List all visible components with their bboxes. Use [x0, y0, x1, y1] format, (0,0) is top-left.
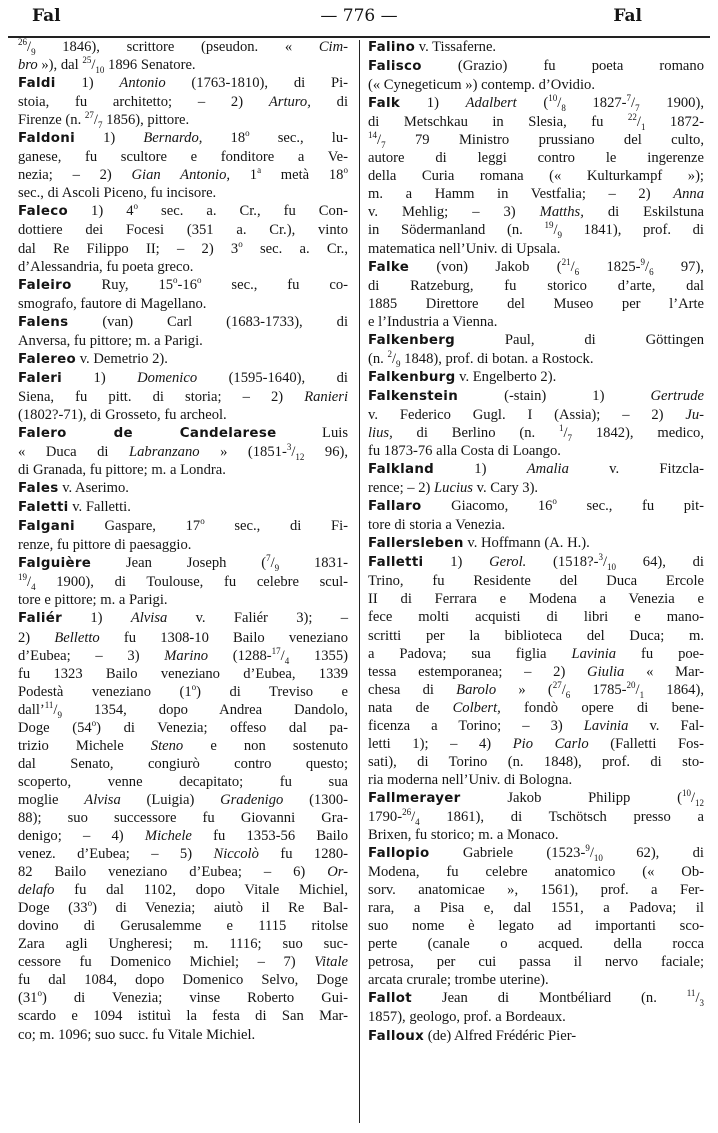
entry-line: rara, a Pisa e, dal 1551, a Padova; il [368, 900, 704, 917]
entry-line: Fales v. Aserimo. [18, 480, 129, 497]
entry-line: Faleri 1) Domenico (1595-1640), di [18, 369, 348, 386]
entry-headword: Fallot [368, 991, 412, 1007]
entry-line: Falkenburg v. Engelberto 2). [368, 368, 557, 385]
dictionary-entry [368, 844, 704, 989]
entry-line: di Metschkau in Slesia, fu $^{22}/_1$ 1872- [368, 112, 704, 133]
entry-headword: Fallaro [368, 499, 422, 515]
dictionary-entry [368, 789, 704, 844]
entry-headword: Faletti [18, 500, 69, 516]
entry-line: autore di leggi contro le ingerenze [368, 150, 704, 167]
entry-line: sorv. anatomicae », 1561), prof. a Fer- [368, 882, 704, 899]
entry-headword: Fales [18, 481, 59, 497]
entry-line: d’Eubea; – 3) Marino ($1288-^{17}/_4$ 1355) [18, 645, 348, 666]
entry-line: (« Cynegeticum ») contemp. d’Ovidio. [368, 77, 595, 94]
entry-line: in Södermanland (n. $^{19}/_9$ 1841), prof. di [368, 220, 704, 241]
entry-line: Anversa, fu pittore; m. a Parigi. [18, 332, 203, 349]
entry-line: Fallaro Giacomo, 16$^o$ sec., fu pit- [368, 496, 704, 515]
entry-headword: Falgani [18, 519, 75, 535]
entry-line: di Ratzeburg, fu storico d’arte, dal [368, 277, 704, 294]
entry-line: $^{19}/_4$ 1900), di Toulouse, fu celebre scul- [18, 572, 348, 593]
entry-line: renze, fu pittore di paesaggio. [18, 537, 192, 554]
entry-line: rence; – 2) Lucius v. Cary 3). [368, 480, 539, 497]
dictionary-entry [368, 57, 704, 94]
entry-line: ficenza a Torino; – 3) Lavinia v. Fal- [368, 717, 704, 734]
entry-line: 88); suo successore fu Giovanni Gra- [18, 809, 348, 826]
entry-line: letti 1); – 4) Pio Carlo (Falletti Fos- [368, 735, 704, 752]
entry-line: scardo e 1094 istituì la festa di San Mar- [18, 1008, 348, 1025]
entry-line: Falkenstein (-stain) 1) Gertrude [368, 387, 704, 404]
entry-line: scoperto, venne decapitato; fu sua [18, 773, 348, 790]
header-right-guideword: Fal [613, 6, 642, 26]
entry-line: nezia; – 2) Gian Antonio, 1$^a$ metà 18$^o$ [18, 165, 348, 184]
dictionary-entry [368, 1027, 704, 1046]
entry-line: dal Re Filippo II; – 2) 3$^o$ sec. a. Cr., [18, 238, 348, 257]
column-divider [359, 40, 360, 1123]
entry-line: Fallersleben v. Hoffmann (A. H.). [368, 535, 590, 552]
entry-line: a Padova; sua figlia Lavinia fu poe- [368, 645, 705, 662]
entry-line: moglie Alvisa (Luigia) Gradenigo (1300- [18, 791, 348, 808]
entry-line: Fallot Jean di Montbéliard (n. $^{11}/_3$ [368, 988, 704, 1009]
entry-line: (31$^o$) di Venezia; vinse Roberto Gui- [18, 988, 348, 1007]
entry-line: tore di storia a Venezia. [368, 517, 506, 534]
entry-line: fu 1873-76 alla Costa di Loango. [368, 443, 561, 460]
entry-line: tessa estemporanea; – 2) Giulia « Mar- [368, 663, 704, 680]
entry-headword: Falisco [368, 59, 422, 75]
entry-line: v. Federico Gugl. I (Assia); – 2) Ju- [368, 406, 704, 423]
dictionary-entry [18, 350, 348, 369]
entry-line: Falino v. Tissaferne. [368, 39, 497, 55]
entry-line: Fallopio Gabriele ($1523-^9/_{10}$ 62), di [368, 843, 704, 863]
entry-line: Falgani Gaspare, 17$^o$ sec., di Fi- [18, 516, 348, 535]
entry-headword: Falino [368, 40, 416, 55]
entry-line: e l’Industria a Vienna. [368, 313, 498, 330]
dictionary-entry [368, 989, 704, 1026]
dictionary-entry [18, 129, 348, 202]
entry-line: Faldi 1) Antonio (1763-1810), di Pi- [18, 75, 348, 92]
entry-line: (1802?-71), di Grosseto, fu archeol. [18, 406, 227, 423]
entry-headword: Falke [368, 259, 410, 275]
dictionary-entry [368, 331, 704, 368]
entry-line: lius, di Berlino (n. $^1/_7$ 1842), medico, [368, 423, 704, 443]
entry-line: tore e pittore; m. a Parigi. [18, 592, 168, 609]
entry-line: Falkland 1) Amalia v. Fitzcla- [368, 461, 704, 478]
entry-line: Faleco 1) 4$^o$ sec. a. Cr., fu Con- [18, 201, 348, 220]
entry-line: Fallmerayer Jakob Philipp ($^{10}/_{12}$ [368, 788, 704, 808]
entry-line: 1885 Direttore del Museo per l’Arte [368, 295, 704, 312]
entry-line: Faliér 1) Alvisa v. Faliér 3); – [18, 610, 348, 627]
dictionary-entry [18, 479, 348, 498]
entry-line: ria moderna nell’Univ. di Bologna. [368, 771, 573, 788]
entry-line: Firenze (n. $^{27}/_7$ 1856), pittore. [18, 110, 190, 131]
entry-line: Zara agli Ungheresi; m. 1116; suo suc- [18, 936, 348, 953]
entry-line: petrosa, per cui passa il nervo faciale; [368, 954, 704, 971]
entry-line: delafo fu dal 1102, dopo Vitale Michiel, [18, 882, 348, 899]
entry-line: II di Ferrara e Modena a Venezia e [368, 591, 704, 608]
dictionary-entry [18, 202, 348, 275]
entry-line: 1857), geologo, prof. a Bordeaux. [368, 1009, 566, 1026]
dictionary-entry [368, 460, 704, 497]
entry-line: Falisco (Grazio) fu poeta romano [368, 58, 704, 75]
entry-line: venez. d’Eubea; – 5) Niccolò fu 1280- [18, 846, 348, 863]
header-left-guideword: Fal [32, 6, 61, 26]
entry-line: (n. $^2/_9$ 1848), prof. di botan. a Rostock. [368, 348, 594, 369]
entry-line: Brixen, fu storico; m. a Monaco. [368, 827, 559, 844]
entry-line: sati), di Torino (n. 1848), prof. di sto- [368, 753, 704, 770]
dictionary-entry [18, 424, 348, 479]
dictionary-entry [18, 38, 348, 74]
entry-headword: Falkland [368, 462, 435, 478]
left-column [18, 38, 348, 1044]
entry-line: Faleiro Ruy, 15$^o$-16$^o$ sec., fu co- [18, 274, 348, 293]
entry-line: trizio Michele Steno e non sostenuto [18, 737, 348, 754]
entry-line: $^{14}/_7$ 79 Ministro prussiano del culto, [368, 130, 704, 151]
entry-line: Podestà veneziano (1$^o$) di Treviso e [18, 681, 348, 700]
entry-line: Faldoni 1) Bernardo, 18$^o$ sec., lu- [18, 128, 348, 147]
entry-line: ganese, fu scultore e fonditore a Ve- [18, 149, 348, 166]
entry-line: fu dal 1084, dopo Domenico Selvo, Doge [18, 972, 348, 989]
dictionary-entry [368, 387, 704, 460]
dictionary-entry [18, 276, 348, 313]
entry-line: Modena, fu celebre anatomico (« Ob- [368, 864, 704, 881]
right-column [368, 38, 704, 1046]
entry-headword: Falletti [368, 555, 424, 571]
page-number: — 776 — [320, 6, 398, 26]
entry-line: denigo; – 4) Michele fu 1353-56 Bailo [18, 828, 348, 845]
entry-line: fu 1323 Bailo veneziano d’Eubea, 1339 [18, 665, 348, 682]
entry-line: dottiere dei Focesi (351 a. Cr.), vinto [18, 222, 348, 239]
entry-line: Falereo v. Demetrio 2). [18, 350, 168, 367]
entry-line: Siena, fu pitt. di storia; – 2) Ranieri [18, 388, 348, 405]
entry-line: Falletti 1) Gerol. ($1518?-^3/_{10}$ 64), di [368, 552, 704, 573]
entry-line: $1790-^{26}/_4$ 1861), di Tschötsch presso a [368, 807, 704, 827]
dictionary-entry [18, 498, 348, 517]
entry-line: Trino, fu Residente del Duca Ercole [368, 573, 704, 590]
entry-headword: Fallersleben [368, 536, 464, 552]
dictionary-entry [368, 38, 704, 57]
entry-line: $dall’^{11}/_9$ 1354, dopo Andrea Dandolo, [18, 699, 348, 720]
entry-line: Falguière Jean Joseph ($^7/_9$ 1831- [18, 553, 349, 574]
dictionary-entry [368, 497, 704, 534]
entry-headword: Faleiro [18, 277, 72, 293]
entry-line: smografo, fautore di Magellano. [18, 295, 207, 312]
dictionary-entry [18, 554, 348, 609]
entry-line: perte (canale o acqued. della rocca [368, 936, 704, 953]
page-header [18, 6, 700, 30]
entry-line: Falloux (de) Alfred Frédéric Pier- [368, 1027, 577, 1044]
entry-line: Falke (von) Jakob ($^{21}/_6$ $1825-^9/_6$ 97), [368, 256, 704, 277]
dictionary-entry [368, 94, 704, 257]
entry-line: 2) Belletto fu 1308-10 Bailo veneziano [18, 629, 348, 646]
dictionary-entry [18, 369, 348, 424]
entry-line: suo nome è legato ad importanti sco- [368, 918, 704, 935]
entry-headword: Falkenstein [368, 388, 459, 404]
entry-headword: Falkenberg [368, 332, 456, 348]
dictionary-entry [18, 313, 348, 350]
entry-line: matematica nell’Univ. di Upsala. [368, 240, 561, 257]
entry-line: v. Mehlig; – 3) Matths, di Eskilstuna [368, 204, 704, 221]
entry-headword: Faldi [18, 76, 56, 92]
entry-line: sec., di Ascoli Piceno, fu incisore. [18, 185, 217, 202]
entry-line: « Duca di Labranzano » ($1851-^3/_{12}$ 96), [18, 442, 348, 462]
entry-headword: Falereo [18, 351, 77, 367]
dictionary-entry [368, 553, 704, 789]
entry-line: $^{26}/_9$ 1846), scrittore (pseudon. « Cim- [18, 37, 348, 57]
entry-headword: Faleco [18, 204, 69, 220]
entry-line: Faletti v. Falletti. [18, 499, 131, 516]
entry-headword: Falero de Candelarese [18, 425, 277, 441]
entry-line: m. a Hamm in Vestfalia; – 2) Anna [368, 186, 704, 203]
entry-line: dovino di Gerusalemme e 1115 ritolse [18, 918, 348, 935]
entry-line: dal Senato, congiurò contro questo; [18, 755, 348, 772]
entry-line: co; m. 1096; suo succ. fu Vitale Michiel. [18, 1026, 256, 1043]
entry-line: bro »), dal $^{25}/_{10}$ 1896 Senatore. [18, 55, 196, 75]
entry-line: Falkenberg Paul, di Göttingen [368, 331, 704, 348]
entry-line: d’Alessandria, fu poeta greco. [18, 258, 194, 275]
entry-headword: Faleri [18, 370, 63, 386]
entry-line: arcata crurale; trombe uterine). [368, 972, 549, 989]
entry-headword: Falguière [18, 556, 92, 572]
entry-headword: Faldoni [18, 131, 75, 147]
entry-line: scritti per la biblioteca del Duca; m. [368, 627, 704, 644]
entry-line: cessore fu Domenico Michiel; – 7) Vitale [18, 954, 348, 971]
dictionary-entry [18, 517, 348, 554]
entry-headword: Falloux [368, 1028, 425, 1044]
entry-line: Doge (54$^o$) di Venezia; offeso dal pa- [18, 717, 348, 736]
entry-line: della Curia romana (« Kulturkampf »); [368, 168, 704, 185]
entry-line: stoia, fu architetto; – 2) Arturo, di [18, 94, 348, 111]
dictionary-entry [368, 258, 704, 331]
dictionary-entry [18, 609, 348, 1043]
entry-headword: Fallmerayer [368, 790, 461, 806]
entry-line: di Granada, fu pittore; m. a Londra. [18, 462, 226, 479]
entry-line: Doge (33$^o$) di Venezia; aiutò il Re Bal- [18, 898, 349, 917]
dictionary-entry [18, 74, 348, 129]
entry-line: fece molti acquisti di libri e mano- [368, 609, 704, 626]
entry-headword: Falkenburg [368, 369, 456, 385]
dictionary-entry [368, 368, 704, 387]
entry-headword: Fallopio [368, 846, 430, 862]
entry-line: Falens (van) Carl (1683-1733), di [18, 313, 348, 330]
entry-headword: Falens [18, 314, 69, 330]
entry-line: Falk 1) Adalbert ($^{10}/_8$ $1827-^7/_7$ 1900), [368, 93, 704, 114]
entry-line: chesa di Barolo » ($^{27}/_6$ $1785-^{20}/_1$ 1864), [368, 679, 704, 700]
entry-line: Falero de Candelarese Luis [18, 424, 348, 441]
entry-headword: Falk [368, 96, 401, 112]
dictionary-entry [368, 534, 704, 553]
entry-line: nata de Colbert, fondò opere di bene- [368, 699, 704, 716]
entry-line: 82 Bailo veneziano d’Eubea; – 6) Or- [18, 864, 348, 881]
entry-headword: Faliér [18, 611, 63, 627]
